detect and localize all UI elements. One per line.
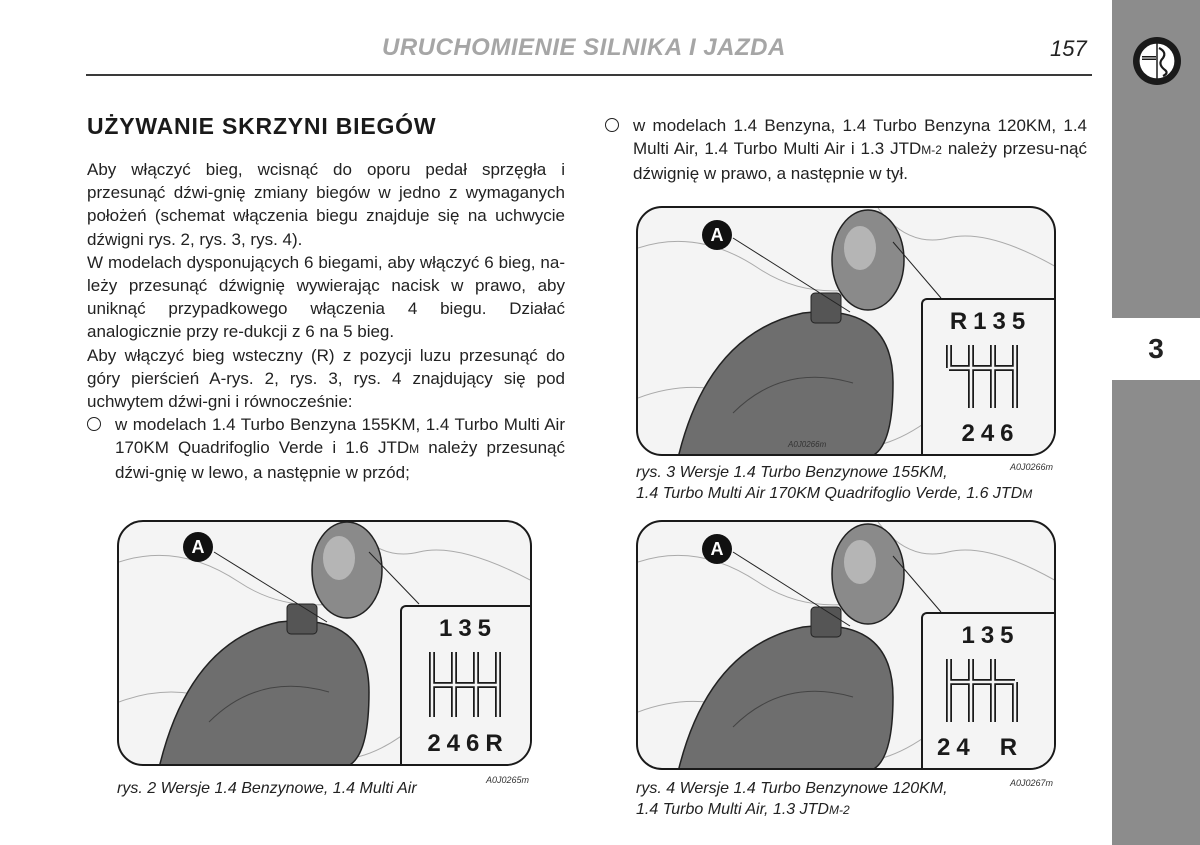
- gear-pattern-bottom: 24 R: [937, 734, 1024, 761]
- circle-bullet-icon: [605, 118, 619, 132]
- chapter-number: 3: [1148, 333, 1164, 364]
- figure-caption: rys. 2 Wersje 1.4 Benzynowe, 1.4 Multi Air: [117, 780, 417, 797]
- circle-bullet-icon: [87, 417, 101, 431]
- ring-marker-a: A: [702, 220, 732, 250]
- ring-marker-a: A: [183, 532, 213, 562]
- gear-pattern-bottom: 246: [961, 420, 1020, 447]
- bullet-item: [605, 114, 1087, 186]
- figure-caption: rys. 3 Wersje 1.4 Turbo Benzynowe 155KM, 1.4 Turbo Multi Air 170KM Quadrifoglio Verde, 1.6 JTDM: [636, 464, 1033, 502]
- figure-gear-lever-3: [636, 206, 1056, 456]
- figure-gear-lever-4: [636, 520, 1056, 770]
- gear-pattern-box: [921, 612, 1056, 770]
- figure-code: A0J0266m: [1010, 462, 1054, 472]
- gear-pattern-top: R135: [949, 308, 1032, 335]
- bullet-item: [87, 413, 565, 485]
- ring-marker-a: A: [702, 534, 732, 564]
- bullet-text: w modelach 1.4 Benzyna, 1.4 Turbo Benzyna 120KM, 1.4 Multi Air, 1.4 Turbo Multi Air i 1.3 JTDM-2 należy przesu-nąć dźwignię w prawo, a następnie w tył.: [633, 116, 1087, 184]
- gear-pattern-box: [921, 298, 1056, 456]
- gear-pattern-top: 135: [438, 615, 498, 642]
- running-title: URUCHOMIENIE SILNIKA I JAZDA: [382, 34, 786, 61]
- body-text: [87, 158, 565, 413]
- figure-code: A0J0267m: [1010, 778, 1054, 788]
- gear-pattern-top: 135: [961, 622, 1020, 649]
- gear-pattern-box: [400, 605, 532, 766]
- page-number: 157: [1050, 36, 1087, 61]
- figure-gear-lever-2: [117, 520, 532, 766]
- paragraph: Aby włączyć bieg, wcisnąć do oporu pedał sprzęgła i przesunąć dźwi-gnię zmiany biegów w jedno z wymaganych położeń (schemat włączenia biegu znajduje się na uchwycie dźwigni rys. 2, rys. 3, rys. 4).: [87, 160, 565, 249]
- section-title: UŻYWANIE SKRZYNI BIEGÓW: [87, 113, 437, 139]
- figure-code-inner: A0J0266m: [788, 440, 827, 449]
- gear-pattern-bottom: 246R: [427, 730, 509, 757]
- alfa-romeo-logo-icon: [1132, 36, 1182, 86]
- bullet-text: w modelach 1.4 Turbo Benzyna 155KM, 1.4 Turbo Multi Air 170KM Quadrifoglio Verde i 1.6 JTDM należy przesunąć dźwi-gnię w lewo, a następnie w przód;: [115, 415, 565, 483]
- header-rule: [86, 74, 1092, 76]
- chapter-tab[interactable]: [1112, 318, 1200, 380]
- figure-caption: rys. 4 Wersje 1.4 Turbo Benzynowe 120KM, 1.4 Turbo Multi Air, 1.3 JTDM-2: [636, 780, 948, 818]
- paragraph: Aby włączyć bieg wsteczny (R) z pozycji luzu przesunąć do góry pierścień A-rys. 2, rys. 3, rys. 4 znajdujący się pod uchwytem dźwi-gni i równocześnie:: [87, 345, 565, 412]
- paragraph: W modelach dysponujących 6 biegami, aby włączyć 6 bieg, na-leży przesunąć dźwignię wywierając nacisk w prawo, aby uniknąć przypadkowego włączenia 4 biegu. Działać analogicznie przy re-dukcji z 6 na 5 bieg.: [87, 252, 565, 342]
- figure-code: A0J0265m: [486, 775, 530, 785]
- side-band: [1112, 0, 1200, 845]
